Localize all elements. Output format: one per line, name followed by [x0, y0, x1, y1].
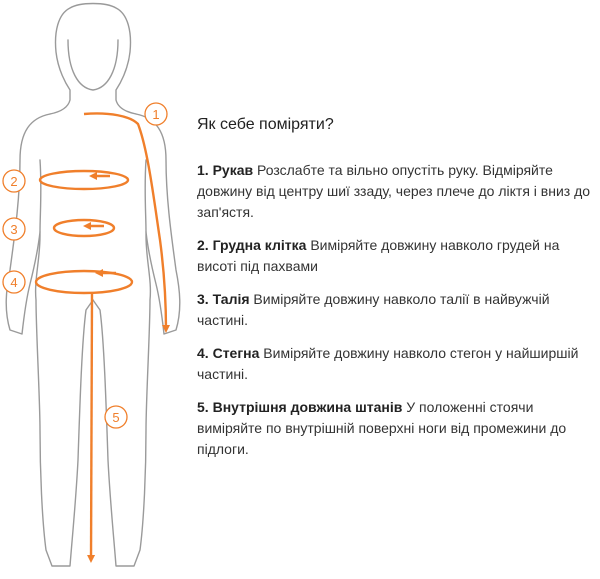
item-number: 2. — [197, 237, 209, 253]
item-sleeve — [197, 160, 597, 223]
item-chest — [197, 235, 597, 277]
item-number: 3. — [197, 291, 209, 307]
hips-loop — [36, 271, 132, 293]
marker-4 — [3, 271, 25, 293]
body-diagram — [0, 0, 190, 579]
page-title: Як себе поміряти? — [197, 116, 334, 133]
item-label: Грудна клітка — [212, 237, 307, 253]
face-outline — [68, 40, 118, 90]
marker-1 — [145, 103, 167, 125]
marker-5 — [105, 406, 127, 428]
instructions-panel — [197, 116, 597, 472]
waist-loop — [54, 220, 114, 236]
item-inseam — [197, 397, 597, 460]
item-waist — [197, 289, 597, 331]
body-outline — [6, 4, 180, 567]
svg-text:2: 2 — [10, 174, 18, 189]
inseam-line — [91, 294, 92, 560]
svg-text:4: 4 — [10, 275, 18, 290]
item-text: Розслабте та вільно опустіть руку. Відміряйте довжину від центру шиї ззаду, через плече до ліктя і вниз до зап'ястя. — [197, 162, 591, 220]
item-text: Виміряйте довжину навколо стегон у найширшій частині. — [197, 345, 579, 382]
item-label: Рукав — [212, 162, 254, 178]
item-label: Стегна — [212, 345, 260, 361]
item-text: Виміряйте довжину навколо грудей на висоті під пахвами — [197, 237, 560, 274]
marker-2 — [3, 170, 25, 192]
item-hips — [197, 343, 597, 385]
item-label: Талія — [212, 291, 250, 307]
item-number: 5. — [197, 399, 209, 415]
svg-text:5: 5 — [112, 410, 120, 425]
svg-text:1: 1 — [152, 107, 160, 122]
chest-loop — [40, 171, 128, 189]
item-number: 1. — [197, 162, 209, 178]
head-outline — [50, 4, 136, 115]
svg-text:3: 3 — [10, 222, 18, 237]
item-text: Виміряйте довжину навколо талії в найвужчій частині. — [197, 291, 550, 328]
item-text: У положенні стоячи виміряйте по внутрішній поверхні ноги від промежини до підлоги. — [197, 399, 567, 457]
body-figure — [0, 0, 190, 579]
right-side-outline — [93, 114, 180, 566]
item-label: Внутрішня довжина штанів — [212, 399, 403, 415]
item-number: 4. — [197, 345, 209, 361]
marker-3 — [3, 218, 25, 240]
